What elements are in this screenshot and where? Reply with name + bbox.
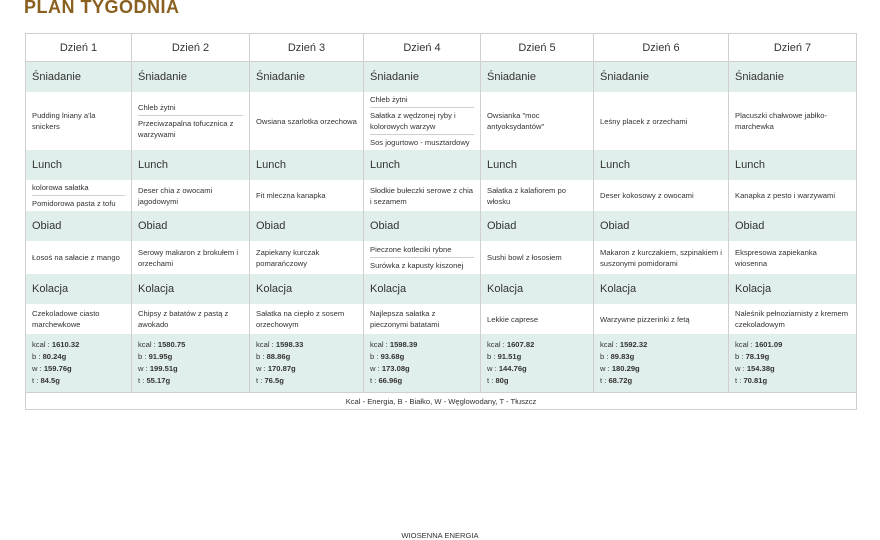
dish-name: Słodkie bułeczki serowe z chia i sezamem bbox=[370, 185, 473, 206]
nutrition-value: 55.17g bbox=[146, 375, 171, 385]
nutrition-t bbox=[370, 375, 474, 387]
day-header: Dzień 3 bbox=[250, 34, 364, 62]
nutrition-label: w : bbox=[735, 364, 747, 373]
meal-items-row bbox=[26, 92, 857, 150]
nutrition-kcal bbox=[256, 339, 357, 351]
nutrition-value: 159.76g bbox=[43, 364, 72, 373]
meal-label: Lunch bbox=[132, 150, 250, 180]
nutrition-w bbox=[256, 363, 357, 375]
nutrition-b bbox=[735, 351, 850, 363]
nutrition-value: 70.81g bbox=[743, 375, 768, 385]
nutrition-cell bbox=[132, 334, 250, 393]
meal-cell bbox=[364, 241, 481, 274]
nutrition-label: t : bbox=[370, 375, 379, 385]
nutrition-cell bbox=[26, 334, 132, 393]
meal-header-row bbox=[26, 211, 857, 241]
meal-label: Kolacja bbox=[481, 274, 594, 304]
nutrition-label: w : bbox=[32, 364, 44, 373]
meal-label: Lunch bbox=[729, 150, 857, 180]
meal-cell bbox=[250, 241, 364, 274]
nutrition-label: b : bbox=[32, 352, 43, 362]
dish-name: Sushi bowl z łososiem bbox=[487, 253, 562, 262]
nutrition-value: 1610.32 bbox=[51, 340, 80, 350]
meal-items-row bbox=[26, 180, 857, 211]
meal-items-row bbox=[26, 241, 857, 274]
nutrition-b bbox=[487, 351, 587, 363]
dish-name: Przeciwzapalna tofucznica z warzywami bbox=[138, 115, 243, 142]
meal-cell bbox=[481, 180, 594, 211]
meal-cell bbox=[594, 241, 729, 274]
dish-name: kolorowa sałatka bbox=[32, 183, 89, 192]
nutrition-label: t : bbox=[735, 375, 744, 385]
dish-name: Czekoladowe ciasto marchewkowe bbox=[32, 309, 100, 329]
nutrition-w bbox=[600, 363, 722, 375]
nutrition-value: 76.5g bbox=[264, 375, 284, 385]
dish-name: Ekspresowa zapiekanka wiosenna bbox=[735, 247, 817, 268]
meal-label: Kolacja bbox=[250, 274, 364, 304]
dish-name: Deser kokosowy z owocami bbox=[600, 191, 694, 200]
nutrition-label: kcal : bbox=[138, 340, 158, 350]
nutrition-label: b : bbox=[487, 352, 498, 362]
dish-name: Chleb żytni bbox=[138, 103, 176, 112]
nutrition-value: 80.24g bbox=[42, 352, 67, 362]
nutrition-value: 1598.39 bbox=[389, 340, 418, 350]
dish-name: Serowy makaron z brokułem i orzechami bbox=[138, 247, 239, 268]
legend-text: Kcal - Energia, B - Białko, W - Węglowodany, T - Tłuszcz bbox=[26, 393, 857, 410]
nutrition-value: 91.95g bbox=[148, 352, 173, 362]
dish-name: Kanapka z pesto i warzywami bbox=[735, 191, 836, 200]
nutrition-kcal bbox=[138, 339, 243, 351]
nutrition-kcal bbox=[32, 339, 125, 351]
nutrition-t bbox=[600, 375, 722, 387]
day-header-row bbox=[26, 34, 857, 62]
weekly-plan-table bbox=[25, 33, 857, 410]
nutrition-value: 1601.09 bbox=[754, 340, 783, 350]
nutrition-label: w : bbox=[138, 364, 150, 373]
nutrition-kcal bbox=[370, 339, 474, 351]
nutrition-label: kcal : bbox=[600, 340, 620, 350]
meal-label: Lunch bbox=[594, 150, 729, 180]
dish-name: Chipsy z batatów z pastą z awokado bbox=[138, 309, 229, 329]
day-header: Dzień 6 bbox=[594, 34, 729, 62]
meal-label: Śniadanie bbox=[594, 62, 729, 93]
meal-cell bbox=[729, 304, 857, 334]
dish-name: Łosoś na sałacie z mango bbox=[32, 253, 120, 262]
nutrition-label: b : bbox=[735, 352, 746, 362]
nutrition-value: 144.76g bbox=[498, 364, 527, 373]
day-header: Dzień 1 bbox=[26, 34, 132, 62]
meal-cell bbox=[26, 304, 132, 334]
meal-cell bbox=[729, 180, 857, 211]
nutrition-row bbox=[26, 334, 857, 393]
meal-header-row bbox=[26, 62, 857, 93]
nutrition-label: t : bbox=[256, 375, 265, 385]
nutrition-value: 91.51g bbox=[497, 352, 522, 362]
meal-header-row bbox=[26, 274, 857, 304]
dish-name: Placuszki chałwowe jabłko-marchewka bbox=[735, 111, 828, 131]
nutrition-value: 170.87g bbox=[267, 364, 296, 373]
nutrition-value: 1580.75 bbox=[157, 340, 186, 350]
nutrition-label: b : bbox=[600, 352, 611, 362]
meal-label: Obiad bbox=[594, 211, 729, 241]
meal-cell bbox=[26, 92, 132, 150]
nutrition-label: w : bbox=[256, 364, 268, 373]
meal-label: Kolacja bbox=[594, 274, 729, 304]
meal-label: Obiad bbox=[481, 211, 594, 241]
meal-cell bbox=[481, 304, 594, 334]
nutrition-value: 66.96g bbox=[378, 375, 403, 385]
nutrition-w bbox=[487, 363, 587, 375]
meal-cell bbox=[26, 180, 132, 211]
day-header: Dzień 7 bbox=[729, 34, 857, 62]
nutrition-value: 80g bbox=[495, 375, 509, 385]
nutrition-value: 78.19g bbox=[745, 352, 770, 362]
nutrition-label: b : bbox=[370, 352, 381, 362]
nutrition-value: 1598.33 bbox=[275, 340, 304, 350]
dish-name: Lekkie caprese bbox=[487, 314, 539, 324]
meal-label: Obiad bbox=[364, 211, 481, 241]
meal-label: Obiad bbox=[729, 211, 857, 241]
dish-name: Leśny placek z orzechami bbox=[600, 116, 688, 126]
meal-cell bbox=[132, 241, 250, 274]
meal-label: Śniadanie bbox=[481, 62, 594, 93]
meal-cell bbox=[364, 304, 481, 334]
dish-name: Warzywne pizzerinki z fetą bbox=[600, 314, 690, 324]
dish-name: Chleb żytni bbox=[370, 95, 408, 104]
meal-cell bbox=[364, 180, 481, 211]
meal-header-row bbox=[26, 150, 857, 180]
nutrition-t bbox=[32, 375, 125, 387]
nutrition-label: kcal : bbox=[32, 340, 52, 350]
meal-cell bbox=[132, 180, 250, 211]
meal-label: Obiad bbox=[132, 211, 250, 241]
nutrition-label: t : bbox=[600, 375, 609, 385]
meal-label: Obiad bbox=[26, 211, 132, 241]
meal-cell bbox=[250, 180, 364, 211]
dish-name: Sałatka z kalafiorem po włosku bbox=[487, 185, 566, 206]
nutrition-label: kcal : bbox=[487, 340, 507, 350]
dish-name: Zapiekany kurczak pomarańczowy bbox=[256, 247, 320, 268]
nutrition-w bbox=[735, 363, 850, 375]
nutrition-label: kcal : bbox=[735, 340, 755, 350]
meal-label: Lunch bbox=[26, 150, 132, 180]
meal-label: Obiad bbox=[250, 211, 364, 241]
nutrition-value: 154.38g bbox=[746, 364, 775, 373]
day-header: Dzień 2 bbox=[132, 34, 250, 62]
nutrition-value: 88.86g bbox=[266, 352, 291, 362]
dish-name: Sałatka na ciepło z sosem orzechowym bbox=[256, 309, 345, 329]
nutrition-value: 84.5g bbox=[40, 375, 60, 385]
nutrition-value: 1592.32 bbox=[619, 340, 648, 350]
nutrition-t bbox=[256, 375, 357, 387]
nutrition-value: 199.51g bbox=[149, 364, 178, 373]
meal-label: Kolacja bbox=[132, 274, 250, 304]
meal-cell bbox=[729, 92, 857, 150]
dish-name: Pudding lniany a'la snickers bbox=[32, 111, 96, 131]
nutrition-cell bbox=[364, 334, 481, 393]
meal-cell bbox=[26, 241, 132, 274]
nutrition-label: t : bbox=[32, 375, 41, 385]
nutrition-b bbox=[32, 351, 125, 363]
nutrition-w bbox=[138, 363, 243, 375]
nutrition-label: w : bbox=[370, 364, 382, 373]
nutrition-value: 68.72g bbox=[608, 375, 633, 385]
nutrition-value: 1607.82 bbox=[506, 340, 535, 350]
nutrition-value: 173.08g bbox=[381, 364, 410, 373]
meal-label: Śniadanie bbox=[250, 62, 364, 93]
page-title: PLAN TYGODNIA bbox=[24, 0, 180, 17]
nutrition-t bbox=[735, 375, 850, 387]
meal-label: Kolacja bbox=[729, 274, 857, 304]
nutrition-t bbox=[138, 375, 243, 387]
nutrition-label: w : bbox=[487, 364, 499, 373]
nutrition-cell bbox=[729, 334, 857, 393]
meal-cell bbox=[729, 241, 857, 274]
nutrition-label: t : bbox=[138, 375, 147, 385]
meal-cell bbox=[594, 92, 729, 150]
nutrition-label: b : bbox=[256, 352, 267, 362]
nutrition-value: 89.83g bbox=[610, 352, 635, 362]
nutrition-w bbox=[32, 363, 125, 375]
meal-cell bbox=[594, 304, 729, 334]
dish-name: Surówka z kapusty kiszonej bbox=[370, 257, 474, 273]
dish-name: Owsianka "moc antyoksydantów" bbox=[487, 111, 545, 131]
meal-cell bbox=[594, 180, 729, 211]
legend-row bbox=[26, 393, 857, 410]
meal-cell bbox=[250, 92, 364, 150]
meal-cell bbox=[132, 92, 250, 150]
day-header: Dzień 4 bbox=[364, 34, 481, 62]
nutrition-label: w : bbox=[600, 364, 612, 373]
nutrition-cell bbox=[594, 334, 729, 393]
meal-cell bbox=[250, 304, 364, 334]
meal-label: Kolacja bbox=[364, 274, 481, 304]
nutrition-b bbox=[370, 351, 474, 363]
nutrition-b bbox=[256, 351, 357, 363]
nutrition-label: kcal : bbox=[370, 340, 390, 350]
nutrition-kcal bbox=[487, 339, 587, 351]
day-header: Dzień 5 bbox=[481, 34, 594, 62]
meal-cell bbox=[481, 92, 594, 150]
dish-name: Deser chia z owocami jagodowymi bbox=[138, 185, 213, 206]
meal-label: Lunch bbox=[364, 150, 481, 180]
nutrition-kcal bbox=[735, 339, 850, 351]
meal-label: Śniadanie bbox=[132, 62, 250, 93]
dish-name: Naleśnik pełnoziarnisty z kremem czekoladowym bbox=[735, 309, 849, 329]
dish-name: Sos jogurtowo - musztardowy bbox=[370, 134, 474, 150]
nutrition-b bbox=[138, 351, 243, 363]
meal-cell bbox=[481, 241, 594, 274]
nutrition-cell bbox=[250, 334, 364, 393]
nutrition-t bbox=[487, 375, 587, 387]
nutrition-b bbox=[600, 351, 722, 363]
dish-name: Pomidorowa pasta z tofu bbox=[32, 195, 125, 211]
nutrition-label: t : bbox=[487, 375, 496, 385]
meal-label: Śniadanie bbox=[26, 62, 132, 93]
meal-cell bbox=[364, 92, 481, 150]
nutrition-kcal bbox=[600, 339, 722, 351]
meal-label: Lunch bbox=[481, 150, 594, 180]
nutrition-value: 180.29g bbox=[611, 364, 640, 373]
meal-label: Kolacja bbox=[26, 274, 132, 304]
dish-name: Fit mleczna kanapka bbox=[256, 191, 326, 200]
dish-name: Pieczone kotleciki rybne bbox=[370, 245, 452, 254]
dish-name: Najlepsza sałatka z pieczonymi batatami bbox=[370, 309, 440, 329]
nutrition-label: kcal : bbox=[256, 340, 276, 350]
dish-name: Owsiana szarlotka orzechowa bbox=[256, 116, 357, 126]
meal-items-row bbox=[26, 304, 857, 334]
nutrition-cell bbox=[481, 334, 594, 393]
nutrition-w bbox=[370, 363, 474, 375]
footer-brand: WIOSENNA ENERGIA bbox=[401, 531, 479, 540]
meal-label: Śniadanie bbox=[729, 62, 857, 93]
meal-label: Śniadanie bbox=[364, 62, 481, 93]
meal-label: Lunch bbox=[250, 150, 364, 180]
dish-name: Sałatka z wędzonej ryby i kolorowych warzyw bbox=[370, 107, 474, 134]
nutrition-value: 93.68g bbox=[380, 352, 405, 362]
dish-name: Makaron z kurczakiem, szpinakiem i suszonymi pomidorami bbox=[600, 247, 722, 268]
meal-cell bbox=[132, 304, 250, 334]
nutrition-label: b : bbox=[138, 352, 149, 362]
